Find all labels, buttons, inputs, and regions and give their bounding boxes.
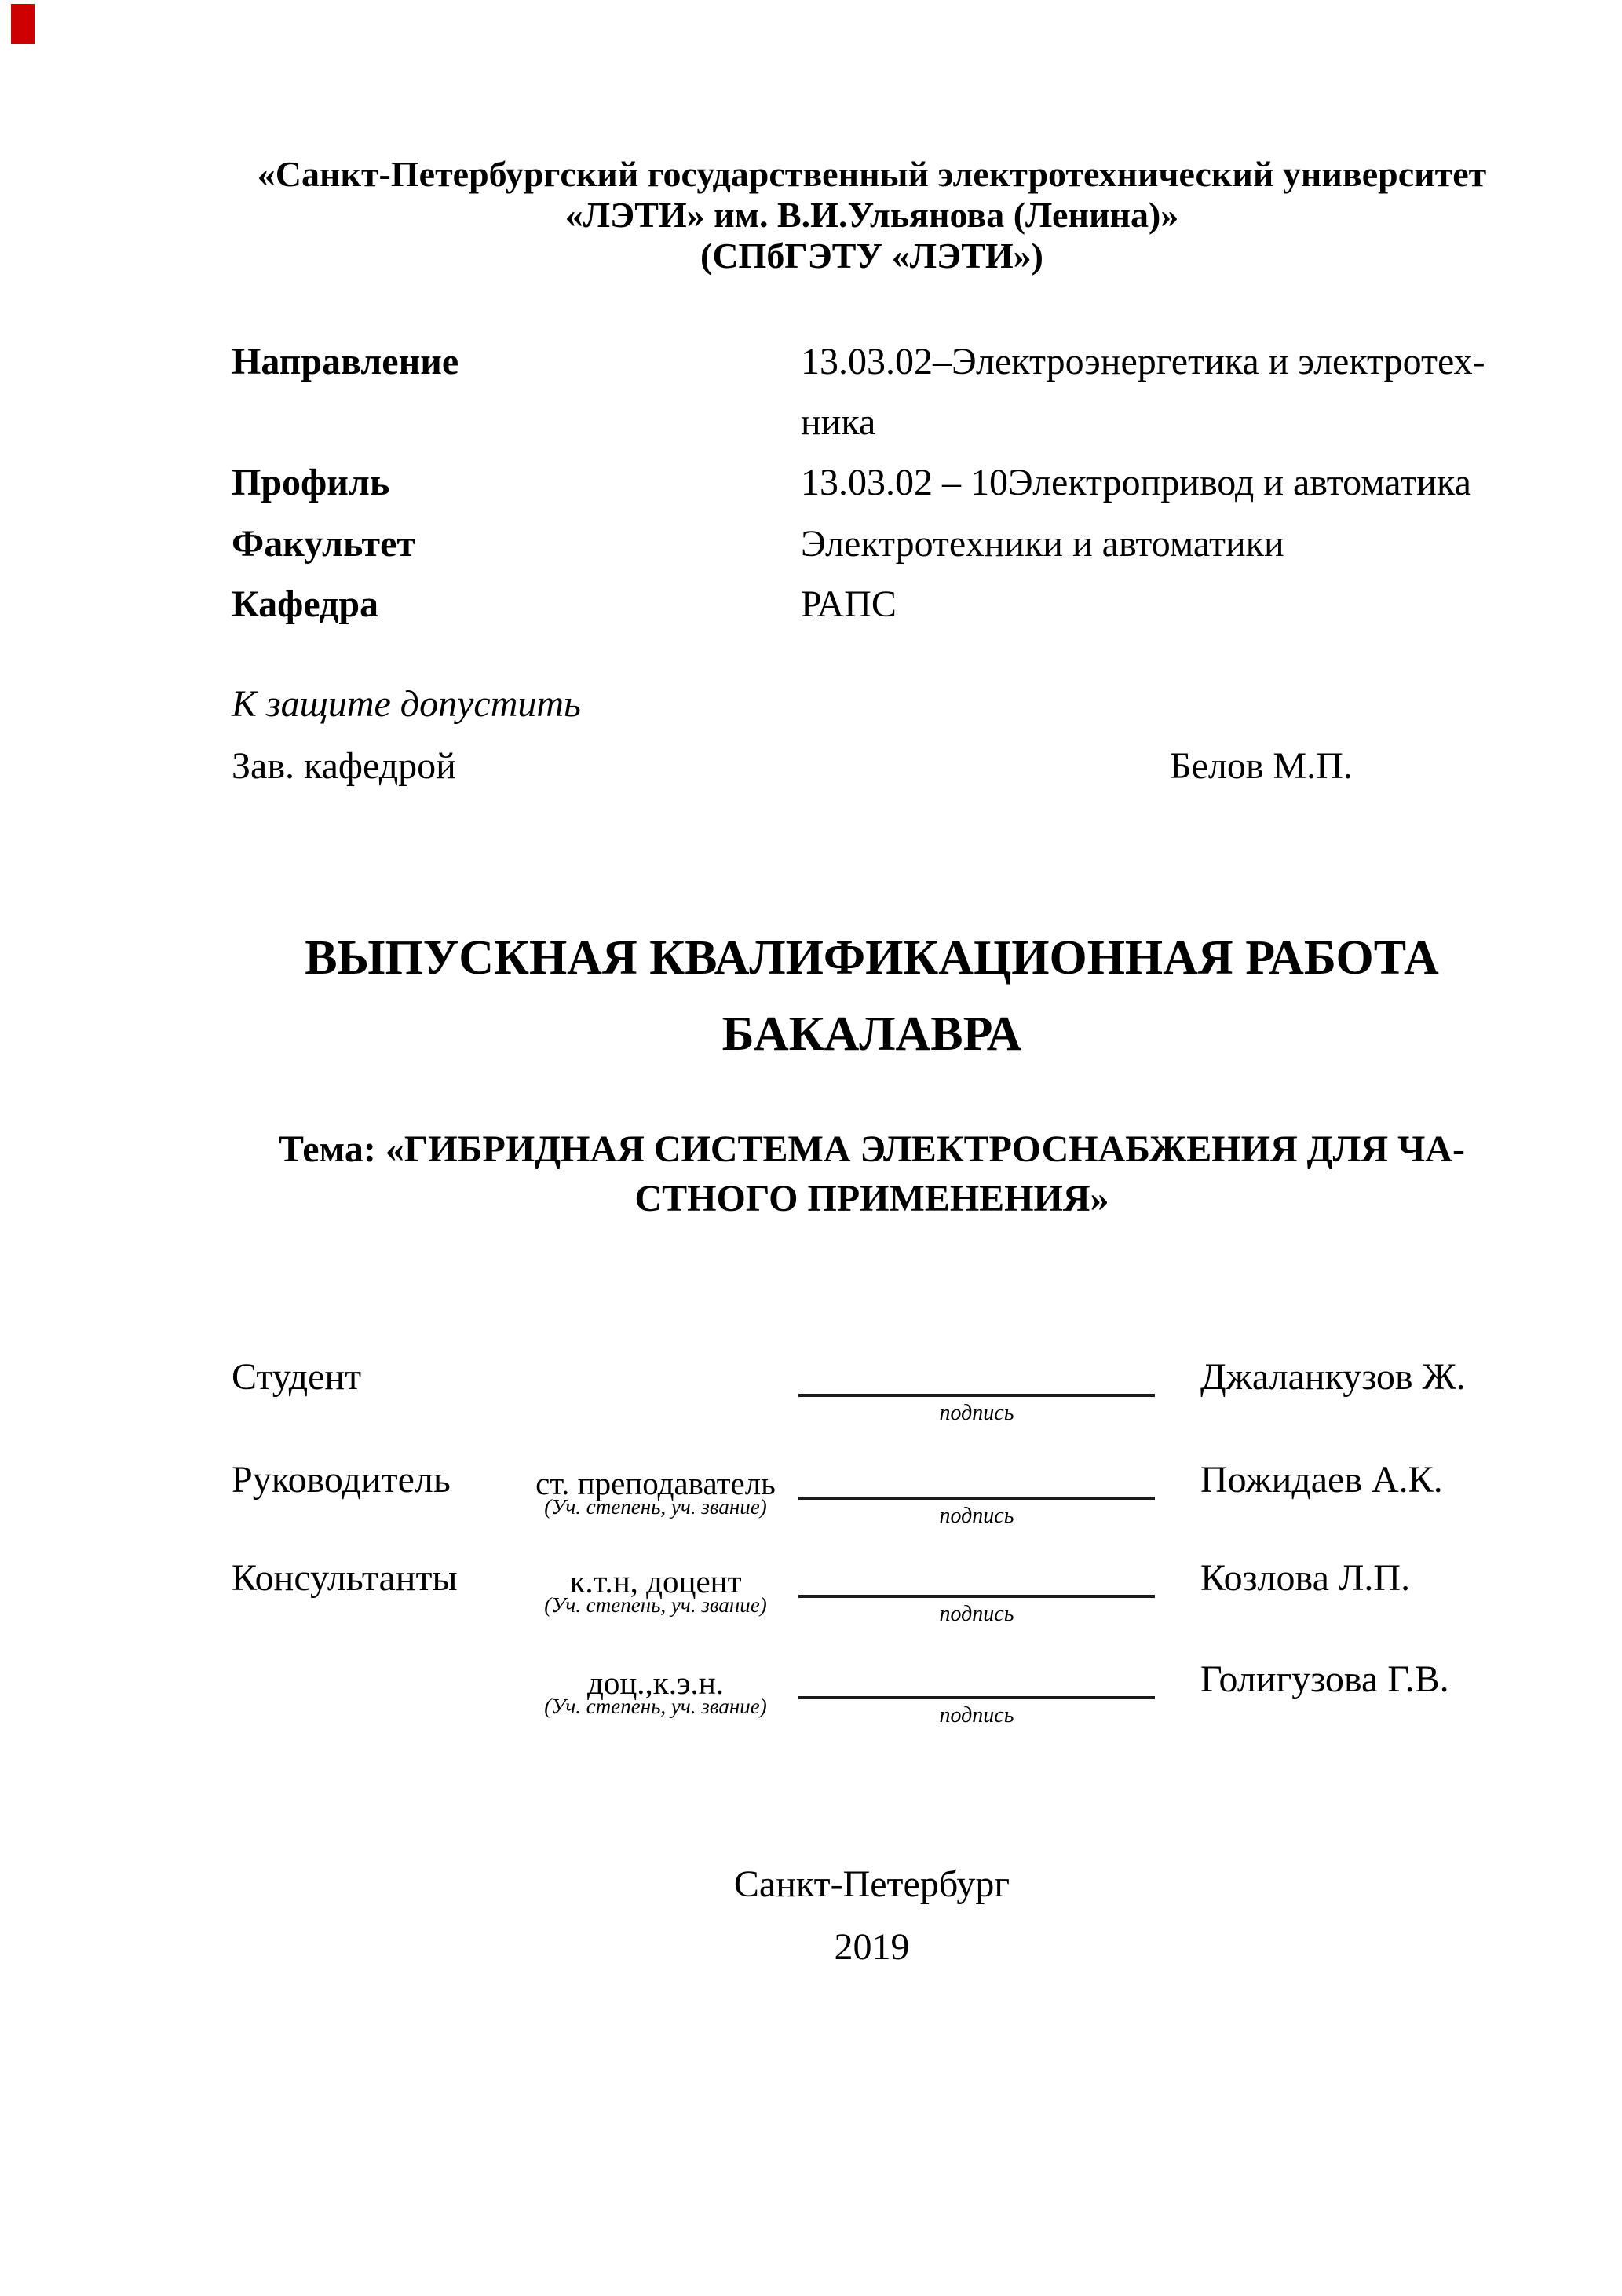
signature-name: Пожидаев А.К. [1200, 1459, 1443, 1501]
signature-degree-note: (Уч. степень, уч. звание) [544, 1593, 767, 1617]
field-value-faculty: Электротехники и автоматики [801, 523, 1284, 565]
field-value-direction-line2: ника [801, 401, 876, 443]
signature-degree: доц.,к.э.н. [586, 1665, 724, 1701]
signature-note: подпись [939, 1602, 1014, 1626]
signature-degree: ст. преподаватель [535, 1465, 776, 1501]
footer-year: 2019 [834, 1926, 910, 1968]
university-name-line3: (СПбГЭТУ «ЛЭТИ») [700, 236, 1043, 276]
thesis-theme-line2: СТНОГО ПРИМЕНЕНИЯ» [634, 1178, 1109, 1219]
university-header [232, 154, 1512, 276]
thesis-theme-line1: Тема: «ГИБРИДНАЯ СИСТЕМА ЭЛЕКТРОСНАБЖЕНИЯ ДЛЯ ЧА- [279, 1128, 1465, 1170]
thesis-title-line1: ВЫПУСКНАЯ КВАЛИФИКАЦИОННАЯ РАБОТА [305, 931, 1439, 985]
signature-role: Консультанты [232, 1557, 458, 1599]
signature-degree: к.т.н, доцент [569, 1563, 742, 1600]
signature-line [798, 1497, 1155, 1500]
signature-note: подпись [939, 1401, 1014, 1425]
field-label-direction: Направление [232, 341, 459, 382]
field-label-profile: Профиль [232, 462, 390, 503]
signature-line [798, 1394, 1155, 1397]
signature-note: подпись [939, 1504, 1014, 1528]
signature-role: Руководитель [232, 1459, 451, 1501]
signature-note: подпись [939, 1703, 1014, 1727]
footer-city: Санкт-Петербург [733, 1863, 1010, 1905]
signature-name: Голигузова Г.В. [1200, 1658, 1449, 1700]
signature-role: Студент [232, 1356, 362, 1398]
field-label-department: Кафедра [232, 583, 379, 625]
admission-note: К защите допустить [232, 683, 581, 725]
field-value-profile: 13.03.02 – 10Электропривод и автоматика [801, 462, 1471, 503]
signature-degree-note: (Уч. степень, уч. звание) [544, 1695, 767, 1718]
thesis-title-line2: БАКАЛАВРА [721, 1007, 1022, 1061]
field-value-department: РАПС [801, 583, 897, 625]
scan-corner-mark [11, 4, 35, 44]
signature-name: Козлова Л.П. [1200, 1557, 1411, 1599]
department-head-label: Зав. кафедрой [232, 745, 456, 787]
signature-line [798, 1696, 1155, 1699]
signature-line [798, 1595, 1155, 1598]
university-name-line2: «ЛЭТИ» им. В.И.Ульянова (Ленина)» [564, 195, 1179, 235]
university-name-line1: «Санкт-Петербургский государственный электротехнический университет [257, 154, 1487, 194]
field-value-direction-line1: 13.03.02–Электроэнергетика и электротех- [801, 341, 1485, 382]
field-label-faculty: Факультет [232, 523, 415, 565]
signature-degree-note: (Уч. степень, уч. звание) [544, 1495, 767, 1519]
signature-name: Джаланкузов Ж. [1200, 1356, 1466, 1398]
department-head-name: Белов М.П. [1170, 745, 1353, 787]
